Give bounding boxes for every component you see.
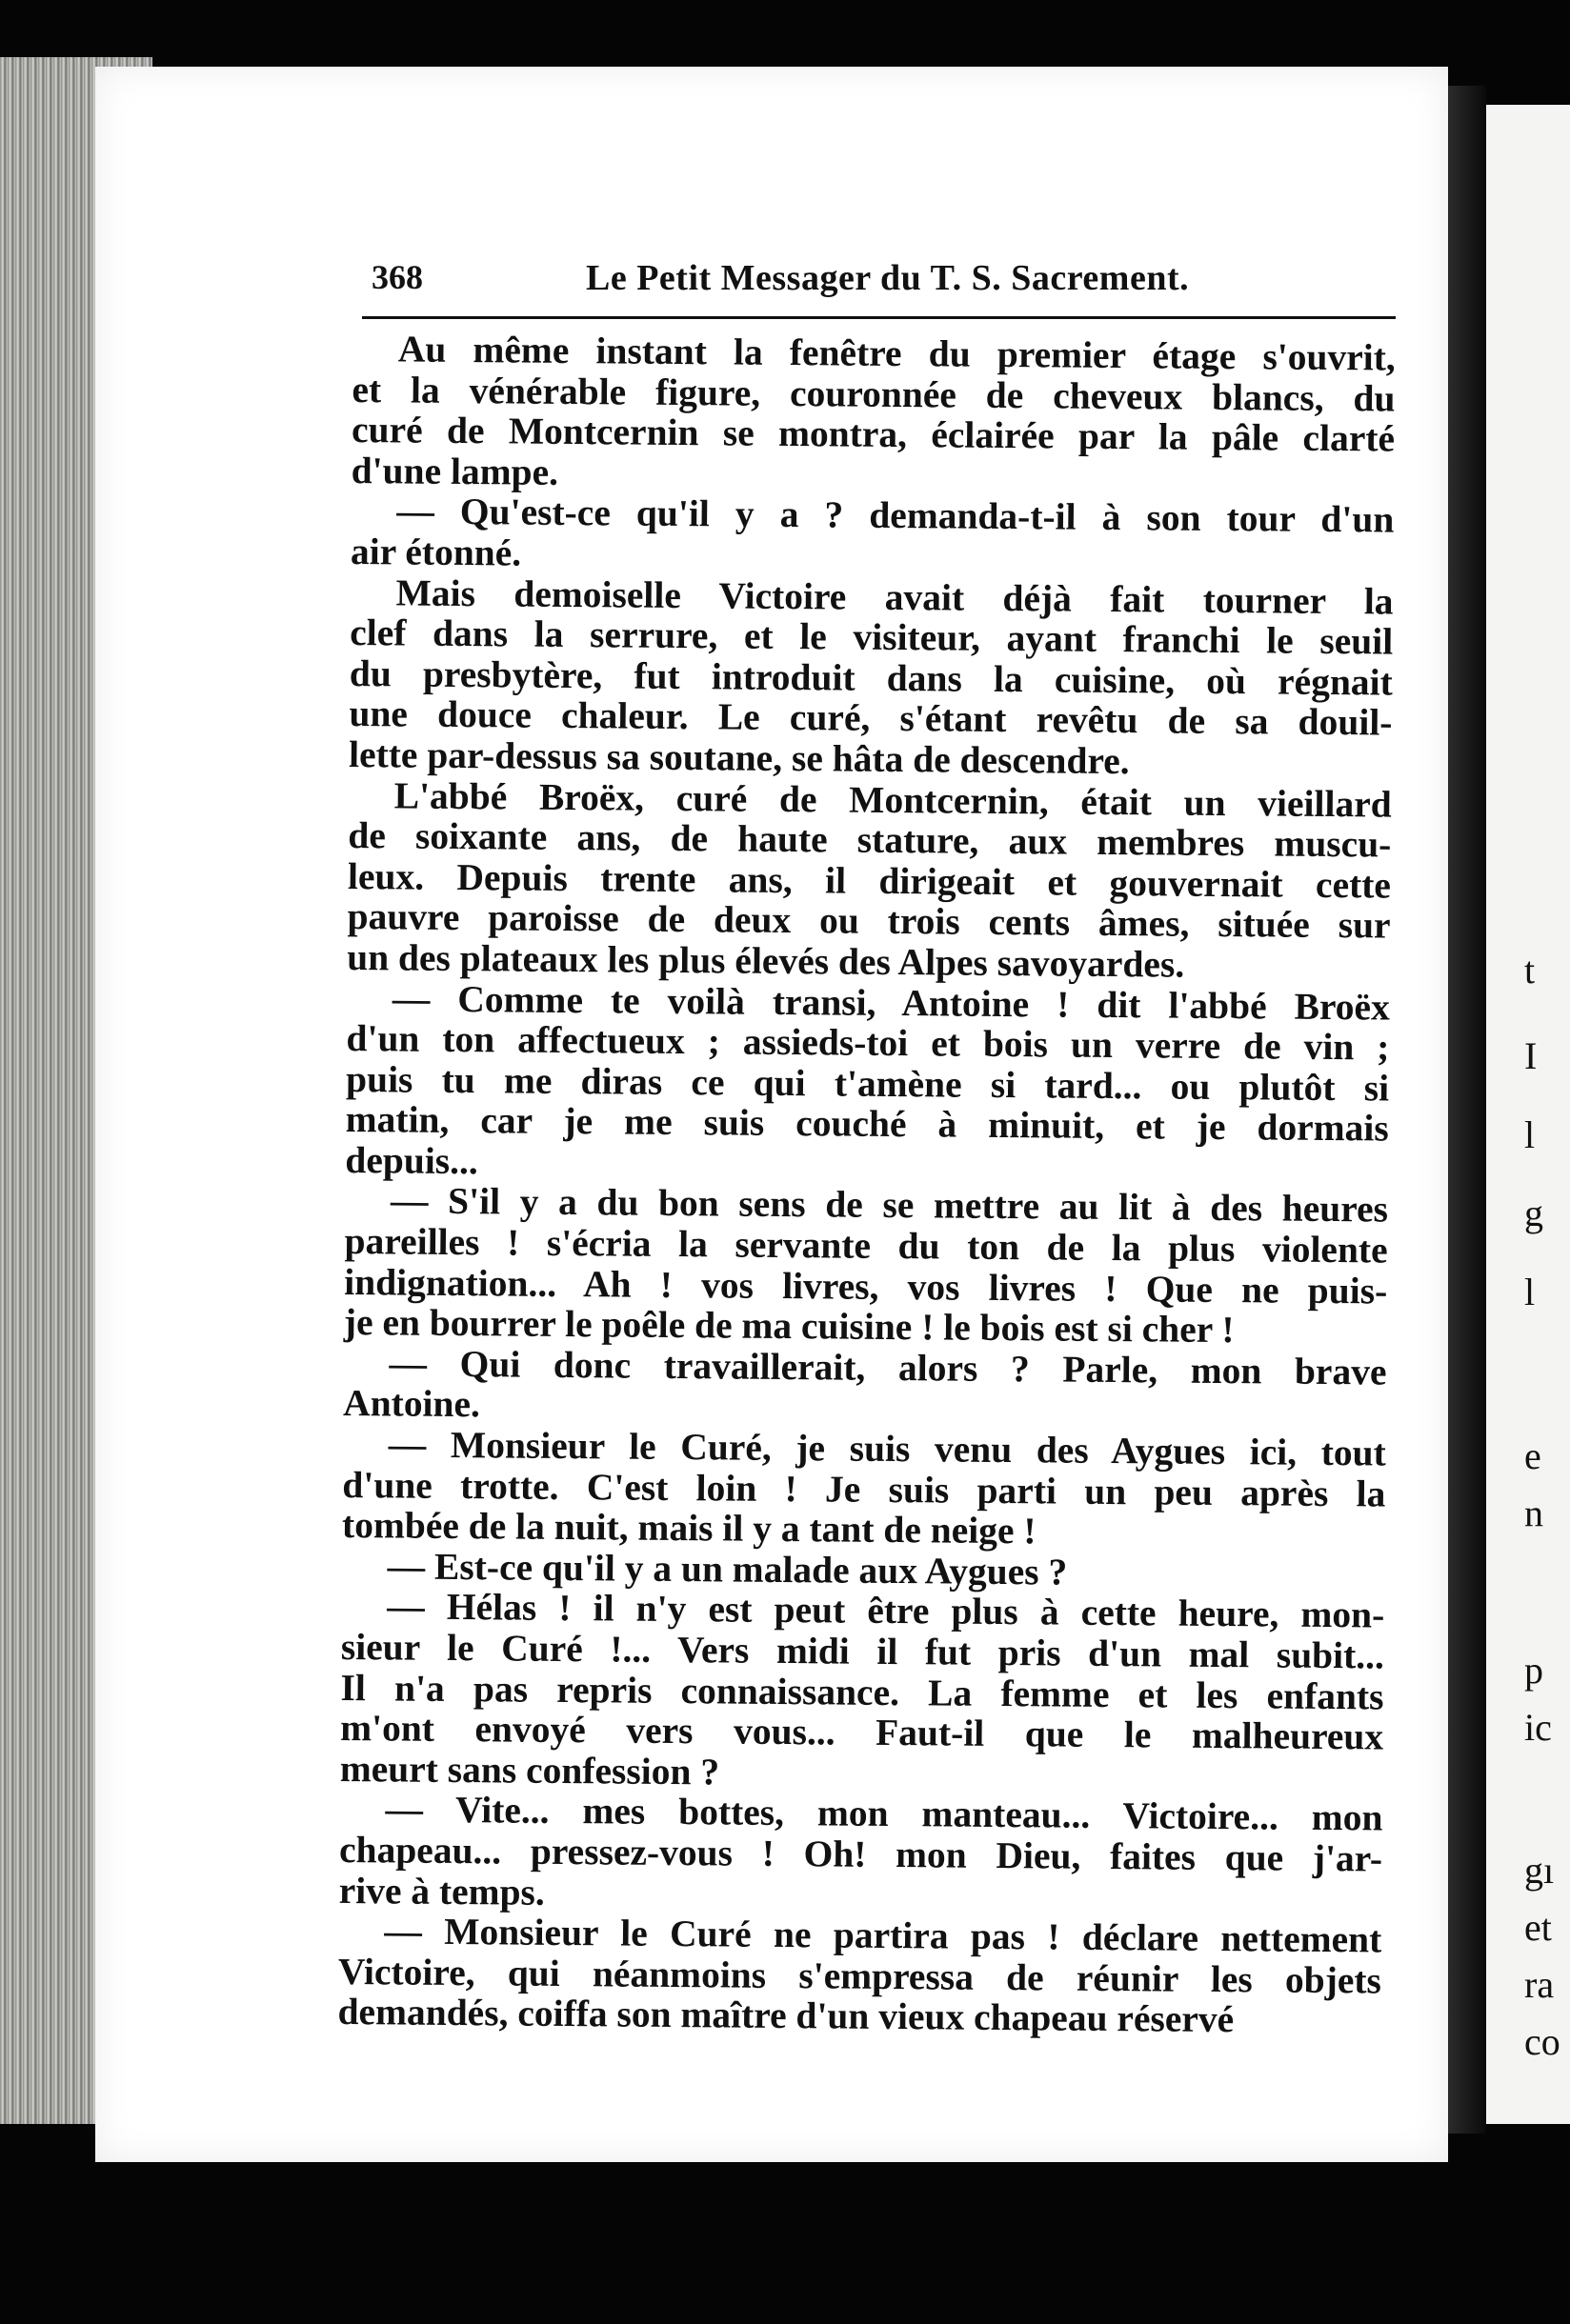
text-line: — Est-ce qu'il y a un malade aux Aygues ? <box>387 1545 1068 1593</box>
text-line: — Vite... mes bottes, mon manteau... Victoire... mon <box>385 1788 1383 1839</box>
facing-page-fragment: co <box>1524 2020 1560 2063</box>
text-line: et la vénérable figure, couronnée de cheveux blancs, du <box>352 368 1396 420</box>
facing-page-fragment: e <box>1524 1434 1541 1477</box>
text-line: Mais demoiselle Victoire avait déjà fait tourner la <box>395 571 1394 623</box>
facing-page-edge <box>1486 105 1570 2124</box>
text-line: un des plateaux les plus élevés des Alpes savoyardes. <box>347 935 1185 986</box>
text-line: sieur le Curé !... Vers midi il fut pris d'un mal subit... <box>340 1625 1385 1677</box>
facing-page-fragment: gı <box>1524 1849 1555 1892</box>
text-line: pauvre paroisse de deux ou trois cents âmes, située sur <box>347 895 1391 947</box>
running-head <box>372 243 1429 310</box>
text-line: d'un ton affectueux ; assieds-toi et bois un verre de vin ; <box>346 1017 1390 1069</box>
text-line: tombée de la nuit, mais il y a tant de neige ! <box>341 1504 1037 1553</box>
text-line: indignation... Ah ! vos livres, vos livres ! Que ne puis- <box>344 1260 1388 1312</box>
text-line: chapeau... pressez-vous ! Oh! mon Dieu, faites que j'ar- <box>338 1828 1383 1880</box>
text-line: — Hélas ! il n'y est peut être plus à cette heure, mon- <box>387 1585 1385 1636</box>
text-line: je en bourrer le poêle de ma cuisine ! le bois est si cher ! <box>343 1301 1235 1352</box>
facing-page-fragment: l <box>1524 1270 1536 1313</box>
text-line: pareilles ! s'écria la servante du ton de la plus violente <box>344 1220 1388 1272</box>
facing-page-fragment: ic <box>1524 1706 1552 1749</box>
text-line: meurt sans confession ? <box>339 1747 720 1793</box>
text-line: — Monsieur le Curé, je suis venu des Aygues ici, tout <box>388 1423 1386 1474</box>
facing-page-fragment: p <box>1524 1649 1543 1692</box>
facing-page-fragment: n <box>1524 1492 1543 1534</box>
text-line: puis tu me diras ce qui t'amène si tard... ou plutôt si <box>345 1057 1390 1110</box>
text-line: depuis... <box>345 1138 478 1183</box>
facing-page-fragment: g <box>1524 1192 1543 1234</box>
text-line: — S'il y a du bon sens de se mettre au lit à des heures <box>390 1179 1389 1231</box>
text-line: — Qui donc travaillerait, alors ? Parle, mon brave <box>389 1342 1387 1393</box>
text-line: matin, car je me suis couché à minuit, et je dormais <box>345 1098 1389 1150</box>
text-line: Antoine. <box>342 1382 481 1426</box>
text-line: de soixante ans, de haute stature, aux membres muscu- <box>348 814 1392 866</box>
text-line: Victoire, qui néanmoins s'empressa de réunir les objets <box>337 1950 1382 2002</box>
text-line: L'abbé Broëx, curé de Montcernin, était un vieillard <box>393 773 1392 826</box>
text-line: Au même instant la fenêtre du premier étage s'ouvrit, <box>397 328 1396 379</box>
text-line: lette par-dessus sa soutane, se hâta de descendre. <box>348 732 1130 783</box>
text-line: m'ont envoyé vers vous... Faut-il que le malheureux <box>339 1707 1384 1758</box>
text-line: curé de Montcernin se montra, éclairée par la pâle clarté <box>351 409 1396 460</box>
text-line: d'une trotte. C'est loin ! Je suis parti un peu après la <box>342 1463 1386 1515</box>
header-rule <box>362 316 1396 319</box>
facing-page-fragment: t <box>1524 949 1536 992</box>
facing-page-fragment: ra <box>1524 1963 1555 2006</box>
text-line: rive à temps. <box>338 1869 545 1913</box>
text-line: une douce chaleur. Le curé, s'étant revêtu de sa douil- <box>349 692 1393 744</box>
text-line: d'une lampe. <box>351 449 559 493</box>
facing-page-fragment: I <box>1524 1034 1538 1077</box>
book-gutter <box>1448 86 1486 2134</box>
text-line: — Comme te voilà transi, Antoine ! dit l'abbé Broëx <box>392 976 1391 1029</box>
body-text <box>337 329 1396 2041</box>
text-line: demandés, coiffa son maître d'un vieux chapeau réservé <box>337 1991 1235 2041</box>
text-line: clef dans la serrure, et le visiteur, ayant franchi le seuil <box>350 611 1394 663</box>
text-line: — Qu'est-ce qu'il y a ? demanda-t-il à son tour d'un <box>396 490 1395 541</box>
text-line: du presbytère, fut introduit dans la cuisine, où régnait <box>349 651 1393 704</box>
text-line: leux. Depuis trente ans, il dirigeait et gouvernait cette <box>347 854 1392 907</box>
facing-page-fragment: et <box>1524 1906 1552 1949</box>
text-line: — Monsieur le Curé ne partira pas ! déclare nettement <box>384 1910 1382 1961</box>
facing-page-fragment: l <box>1524 1112 1536 1156</box>
text-line: Il n'a pas repris connaissance. La femme et les enfants <box>340 1666 1384 1718</box>
page-number: 368 <box>372 258 423 296</box>
text-line: air étonné. <box>350 530 522 574</box>
running-title: Le Petit Messager du T. S. Sacrement. <box>586 258 1190 298</box>
